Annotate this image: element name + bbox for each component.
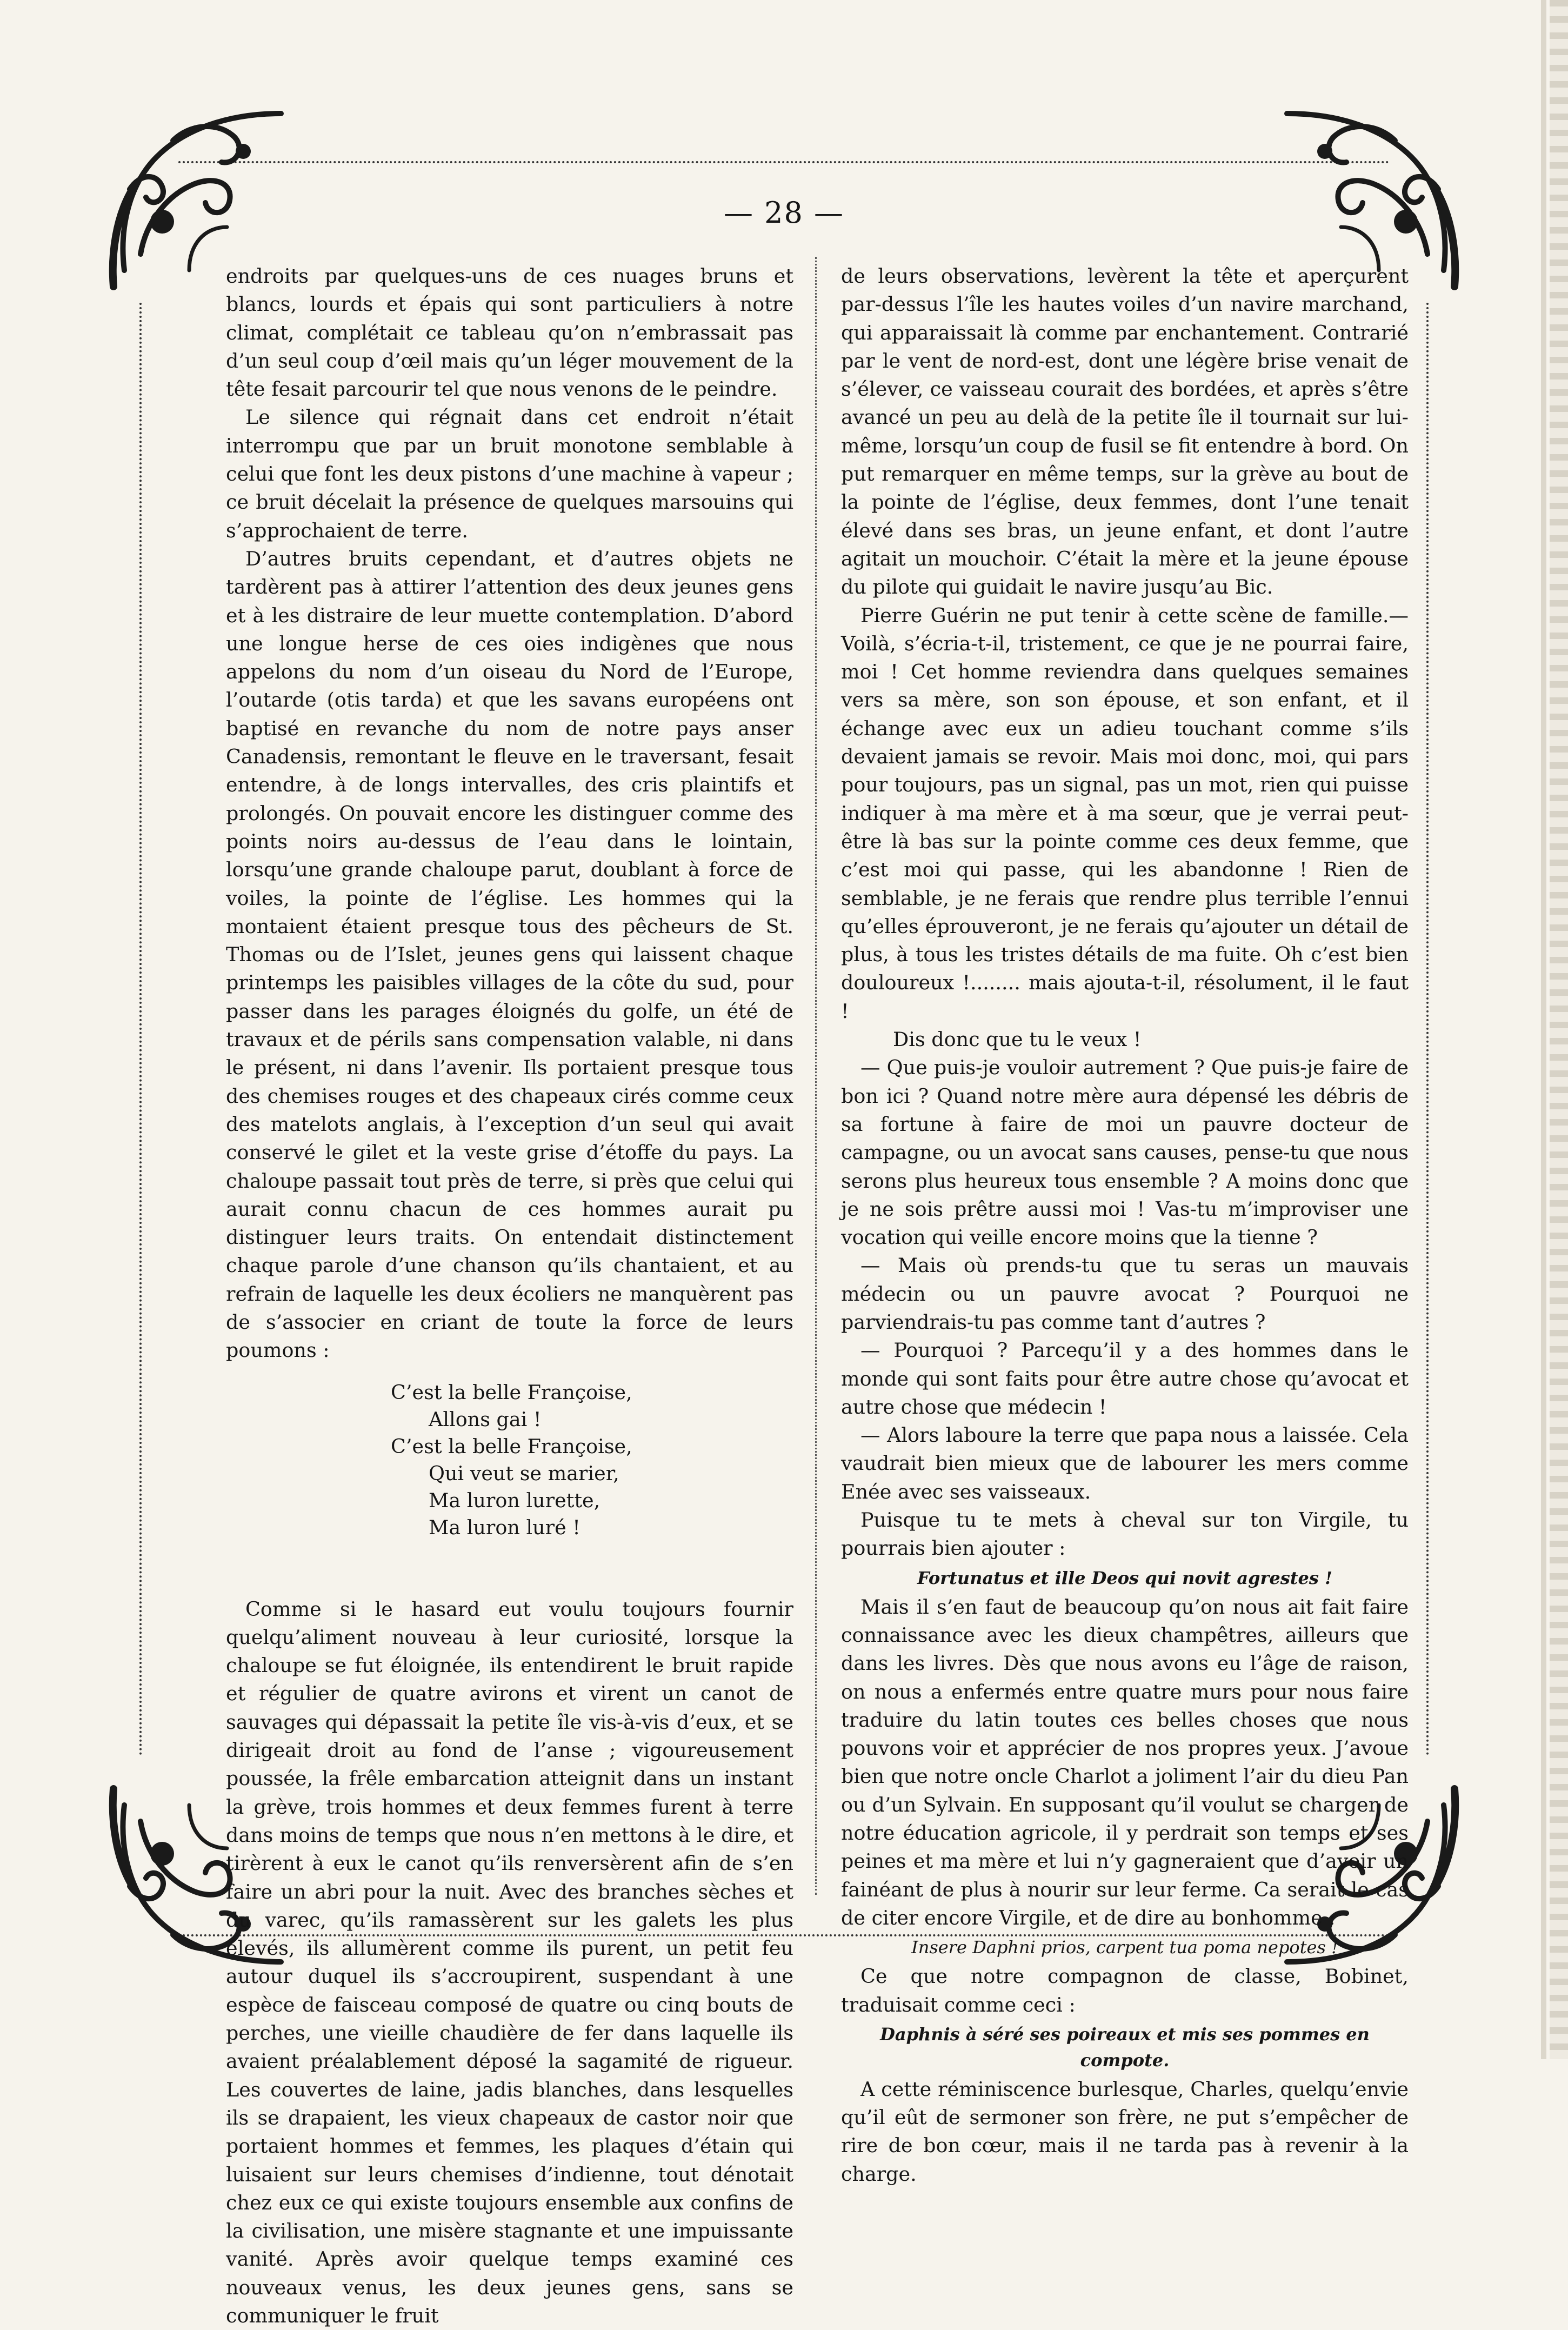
paragraph: Comme si le hasard eut voulu toujours fournir quelqu’aliment nouveau à leur curiosité, lorsque la chaloupe se fut éloignée, ils entendirent le bruit rapide et régulier de quatre avirons et virent un canot de sauvages qui dépassait la petite île vis-à-vis d’eux, et se dirigeait droit au fond de l’anse ; vigoureusement poussée, la frêle embarcation atteignit dans un instant la grève, trois hommes et deux femmes furent à terre dans moins de temps que nous n’en mettons à le dire, et tirèrent à eux le canot qu’ils renversèrent afin de s’en faire un abri pour la nuit. Avec des branches sèches et du varec, qu’ils ramassèrent sur les galets les plus élevés, ils allumèrent comme ils purent, un petit feu autour duquel ils s’accroupirent, suspendant à une espèce de faisceau composé de quatre ou cinq bouts de perches, une vieille chaudière de fer dans laquelle ils avaient préalablement déposé la sagamité de rigueur. Les couvertes de laine, jadis blanches, dans lesquelles ils se drapaient, les vieux chapeaux de castor noir que portaient hommes et femmes, les plaques d’étain qui luisaient sur leurs chemises d’indienne, tout dénotait chez eux ce qui existe toujours ensemble aux confins de la civilisation, une misère stagnante et une impuissante vanité. Après avoir quelque temps examiné ces nouveaux venus, les deux jeunes gens, sans se communiquer le fruit bbox=[226, 1597, 793, 2327]
page-edge-shadow bbox=[1541, 0, 1546, 2059]
song-verse bbox=[226, 1379, 793, 1541]
paragraph: — Alors laboure la terre que papa nous a laissée. Cela vaudrait bien mieux que de labourer les mers comme Enée avec ses vaisseaux. bbox=[841, 1423, 1409, 1503]
paragraph: Mais il s’en faut de beaucoup qu’on nous ait fait faire connaissance avec les dieux champêtres, ailleurs que dans les livres. Dès que nous avons eu l’âge de raison, on nous a enfermés entre quatre murs pour nous faire traduire du latin toutes ces belles choses que nous pouvons voir et apprécier de nos propres yeux. J’avoue bien que notre oncle Charlot a joliment l’air du dieu Pan ou d’un Sylvain. En supposant qu’il voulut se charger de notre éducation agricole, il y perdrait son temps et ses peines et ma mère et lui n’y gagneraient que d’avoir un fainéant de plus à nourir sur leur ferme. Ca serait le cas de citer encore Virgile, et de dire au bonhomme : bbox=[841, 1595, 1409, 1929]
paragraph: — Que puis-je vouloir autrement ? Que puis-je faire de bon ici ? Quand notre mère aura dépensé les débris de sa fortune à faire de moi un pauvre docteur de campagne, ou un avocat sans causes, pense-tu que nous serons plus heureux tous ensemble ? A moins donc que je ne sois prêtre aussi moi ! Vas-tu m’improviser une vocation qui veille encore moins que la tienne ? bbox=[841, 1056, 1409, 1249]
page-number: — 28 — bbox=[723, 196, 845, 230]
paragraph: Dis donc que tu le veux ! bbox=[893, 1028, 1142, 1051]
right-column bbox=[841, 262, 1409, 2188]
frame-border-right bbox=[1426, 303, 1429, 1756]
page-edge bbox=[1550, 0, 1568, 2059]
paragraph: Le silence qui régnait dans cet endroit n’était interrompu que par un bruit monotone semblable à celui que font les deux pistons d’une machine à vapeur ; ce bruit décelait la présence de quelques marsouins qui s’approchaient de terre. bbox=[226, 405, 793, 542]
paragraph: Ce que notre compagnon de classe, Bobinet, traduisait comme ceci : bbox=[841, 1965, 1409, 2016]
paragraph: A cette réminiscence burlesque, Charles, quelqu’envie qu’il eût de sermoner son frère, ne put s’empêcher de rire de bon cœur, mais il ne tarda pas à revenir à la charge. bbox=[841, 2077, 1409, 2186]
paragraph: D’autres bruits cependant, et d’autres objets ne tardèrent pas à attirer l’attention des deux jeunes gens et à les distraire de leur muette contemplation. D’abord une longue herse de ces oies indigènes que nous appelons du nom d’un oiseau du Nord de l’Europe, l’outarde (otis tarda) et que les savans européens ont baptisé en revanche du nom de notre pays anser Canadensis, remontant le fleuve en le traversant, fesait entendre, à de longs intervalles, des cris plaintifs et prolongés. On pouvait encore les distinguer comme des points noirs au-dessus de l’eau dans le lointain, lorsqu’une grande chaloupe parut, doublant à force de voiles, la pointe de l’église. Les hommes qui la montaient étaient presque tous des pêcheurs de St. Thomas ou de l’Islet, jeunes gens qui laissent chaque printemps les paisibles villages de la côte du sud, pour passer dans les parages éloignés du golfe, un été de travaux et de périls sans compensation valable, ni dans le présent, ni dans l’avenir. Ils portaient presque tous des chemises rouges et des chapeaux cirés comme ceux des matelots anglais, à l’exception d’un seul qui avait conservé le gilet et la veste grise d’étoffe du pays. La chaloupe passait tout près de terre, si près que celui qui aurait connu chacun de ces hommes aurait pu distinguer leurs traits. On entendait distinctement chaque parole d’une chanson qu’ils chantaient, et au refrain de laquelle les deux écoliers ne manquèrent pas de s’associer en criant de toute la force de leurs poumons : bbox=[226, 547, 793, 1362]
song-line: Ma luron lurette, bbox=[429, 1488, 600, 1512]
paragraph: — Mais où prends-tu que tu seras un mauvais médecin ou un pauvre avocat ? Pourquoi ne parviendrais-tu pas comme tant d’autres ? bbox=[841, 1254, 1409, 1334]
column-divider bbox=[815, 257, 817, 1895]
latin-quote: Fortunatus et ille Deos qui novit agrestes ! bbox=[917, 1567, 1333, 1588]
song-line: Allons gai ! bbox=[429, 1407, 542, 1431]
paragraph: Puisque tu te mets à cheval sur ton Virgile, tu pourrais bien ajouter : bbox=[841, 1508, 1409, 1560]
song-line: Qui veut se marier, bbox=[429, 1461, 619, 1485]
translation-quote: Daphnis à séré ses poireaux et mis ses pommes en compote. bbox=[880, 2023, 1370, 2071]
latin-quote: Insere Daphni prios, carpent tua poma nepotes ! bbox=[911, 1937, 1338, 1958]
paragraph: endroits par quelques-uns de ces nuages bruns et blancs, lourds et épais qui sont particuliers à notre climat, complétait ce tableau qu’on n’embrassait pas d’un seul coup d’œil mais qu’un léger mouvement de la tête fesait parcourir tel que nous venons de le peindre. bbox=[226, 264, 793, 401]
left-column bbox=[226, 262, 793, 2330]
paragraph: de leurs observations, levèrent la tête et aperçurent par-dessus l’île les hautes voiles d’un navire marchand, qui apparaissait là comme par enchantement. Contrarié par le vent de nord-est, dont une légère brise venait de s’élever, ce vaisseau courait des bordées, et après s’être avancé un peu au delà de la petite île il tournait sur lui-même, lorsqu’un coup de fusil se fit entendre à bord. On put remarquer en même temps, sur la grève au bout de la pointe de l’église, deux femmes, dont l’une tenait élevé dans ses bras, un jeune enfant, et dont l’autre agitait un mouchoir. C’était la mère et la jeune épouse du pilote qui guidait le navire jusqu’au Bic. bbox=[841, 264, 1409, 599]
frame-border-top bbox=[178, 161, 1390, 163]
paragraph: — Pourquoi ? Parcequ’il y a des hommes dans le monde qui sont faits pour être autre chose qu’avocat et autre chose que médecin ! bbox=[841, 1339, 1409, 1419]
song-line: Ma luron luré ! bbox=[429, 1515, 581, 1539]
song-line: C’est la belle Françoise, bbox=[391, 1380, 632, 1404]
frame-border-left bbox=[139, 303, 142, 1756]
song-line: C’est la belle Françoise, bbox=[391, 1434, 632, 1458]
paragraph: Pierre Guérin ne put tenir à cette scène de famille.—Voilà, s’écria-t-il, tristement, ce que je ne pourrai faire, moi ! Cet homme reviendra dans quelques semaines vers sa mère, son son épouse, et son enfant, et il échange avec eux un adieu touchant comme s’ils devaient jamais se revoir. Mais moi donc, moi, qui pars pour toujours, pas un signal, pas un mot, rien qui puisse indiquer à ma mère et à ma sœur, que je verrai peut-être là bas sur la pointe comme ces deux femme, que c’est moi qui passe, qui les abandonne ! Rien de semblable, je ne ferais que rendre plus terrible l’ennui qu’elles éprouveront, je ne ferais qu’ajouter un détail de plus, à tous les tristes détails de ma fuite. Oh c’est bien douloureux !........ mais ajouta-t-il, résolument, il le faut ! bbox=[841, 603, 1409, 1023]
